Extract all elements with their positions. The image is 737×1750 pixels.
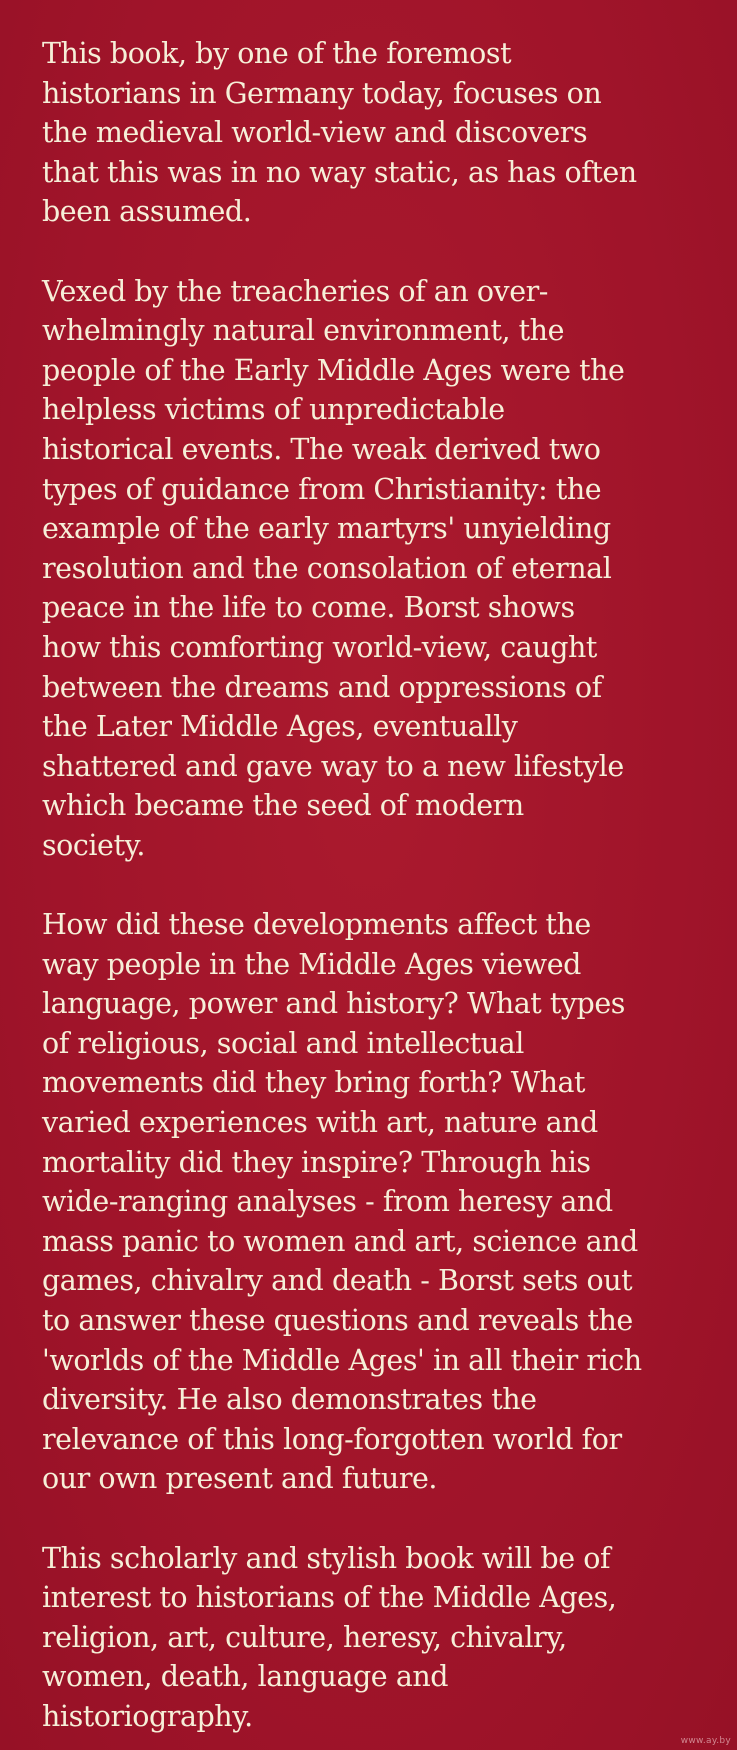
blurb-line: which became the seed of modern <box>42 789 524 823</box>
blurb-line: society. <box>42 828 145 862</box>
blurb-line: women, death, language and <box>42 1660 449 1694</box>
blurb-line: historical events. The weak derived two <box>42 432 601 466</box>
blurb-line: between the dreams and oppressions of <box>42 670 602 704</box>
blurb-paragraph-1 <box>42 34 722 232</box>
blurb-line: historians in Germany today, focuses on <box>42 76 602 110</box>
blurb-line: This book, by one of the foremost <box>42 37 512 70</box>
blurb-line: religion, art, culture, heresy, chivalry, <box>42 1620 567 1654</box>
blurb-line: way people in the Middle Ages viewed <box>42 947 581 981</box>
blurb-line: interest to historians of the Middle Ages, <box>42 1581 617 1615</box>
blurb-line: relevance of this long-forgotten world for <box>42 1422 622 1456</box>
blurb-line: varied experiences with art, nature and <box>42 1106 598 1140</box>
site-watermark: www.ay.by <box>680 1736 731 1746</box>
blurb-line: games, chivalry and death - Borst sets out <box>42 1264 633 1298</box>
blurb-line: that this was in no way static, as has often <box>42 155 637 189</box>
blurb-line: historiography. <box>42 1699 253 1733</box>
book-blurb <box>42 34 722 1737</box>
blurb-line: the medieval world-view and discovers <box>42 116 588 150</box>
blurb-line: helpless victims of unpredictable <box>42 393 505 427</box>
blurb-line: Vexed by the treacheries of an over- <box>42 274 548 308</box>
blurb-line: how this comforting world-view, caught <box>42 630 597 664</box>
blurb-line: language, power and history? What types <box>42 987 625 1021</box>
blurb-line: the Later Middle Ages, eventually <box>42 710 518 744</box>
blurb-line: mortality did they inspire? Through his <box>42 1145 591 1179</box>
blurb-line: been assumed. <box>42 195 252 229</box>
blurb-line: to answer these questions and reveals the <box>42 1304 633 1337</box>
blurb-line: How did these developments affect the <box>42 908 591 942</box>
blurb-line: peace in the life to come. Borst shows <box>42 591 575 625</box>
blurb-paragraph-3 <box>42 905 722 1499</box>
blurb-line: wide-ranging analyses - from heresy and <box>42 1185 613 1219</box>
blurb-line: movements did they bring forth? What <box>42 1066 586 1100</box>
blurb-line: people of the Early Middle Ages were the <box>42 353 625 387</box>
blurb-line: of religious, social and intellectual <box>42 1026 524 1060</box>
blurb-line: types of guidance from Christianity: the <box>42 472 602 506</box>
blurb-line: diversity. He also demonstrates the <box>42 1383 537 1417</box>
blurb-line: resolution and the consolation of eternal <box>42 551 612 585</box>
blurb-line: example of the early martyrs' unyielding <box>42 512 611 546</box>
blurb-line: 'worlds of the Middle Ages' in all their rich <box>42 1343 642 1377</box>
blurb-line: shattered and gave way to a new lifestyle <box>42 749 624 783</box>
blurb-line: whelmingly natural environment, the <box>42 314 565 348</box>
blurb-paragraph-2 <box>42 272 722 866</box>
blurb-line: our own present and future. <box>42 1462 438 1496</box>
blurb-line: This scholarly and stylish book will be of <box>42 1541 611 1575</box>
blurb-paragraph-4 <box>42 1539 722 1737</box>
blurb-line: mass panic to women and art, science and <box>42 1224 638 1258</box>
